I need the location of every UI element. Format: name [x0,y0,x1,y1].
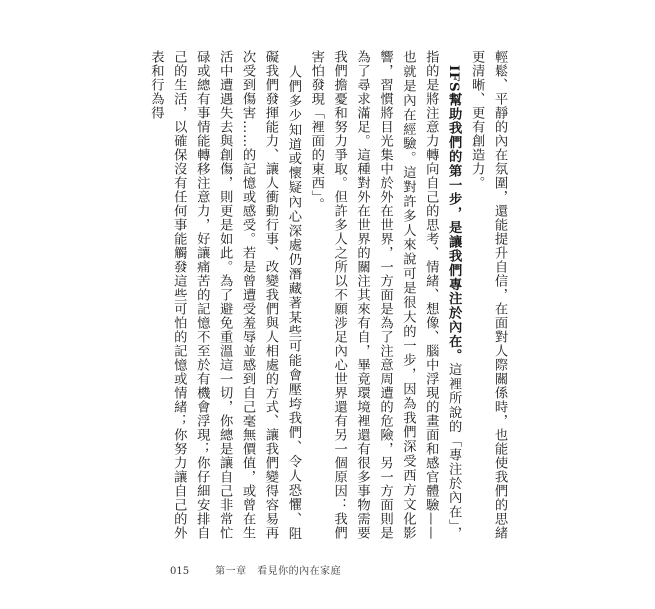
body-text [148,50,510,540]
page-footer [170,562,341,577]
paragraph-2 [304,50,464,540]
page-number: 015 [170,566,190,577]
paragraph-1: 輕鬆、平靜的內在氛圍，還能提升自信，在面對人際關係時，也能使我們的思緒更清晰、更有創造力。 [469,50,507,540]
paragraph-2-text: 這裡所說的「專注於內在」，指的是將注意力轉向自己的思考、情緒、想像、腦中浮現的畫面和感官體驗——也就是內在經驗。這對許多人來說可是很大的一步，因為我們深受西方文化影響，習慣將目光集中於外在世界，一方面是為了注意周遭的危險，另一方面則是為了尋求滿足。這種對外在世界的關注其來有自，畢竟環境裡還有很多事物需要我們擔憂和努力爭取。但許多人之所以不願涉足內心世界還有另一個原因：我們害怕發現「裡面的東西」。 [308,50,462,540]
paragraph-3: 人們多少知道或懷疑內心深處仍潛藏著某些可能會壓垮我們、令人恐懼、阻礙我們發揮能力、讓人衝動行事、改變我們與人相處的方式、讓我們變得容易再次受到傷害……的記憶或感受。若是曾遭受羞辱並感到自己毫無價值，或曾在生活中遭遇失去與創傷，則更是如此。為了避免重溫這一切，你總是讓自己非常忙碌或總有事情能轉移注意力，好讓痛苦的記憶不至於有機會浮現；你仔細安排自己的生活，以確保沒有任何事能觸發這些可怕的記憶或情緒；你努力讓自己的外表和行為得 [148,50,301,540]
emphasized-sentence: IFS幫助我們的第一步，是讓我們專注於內在。 [446,64,462,363]
chapter-title: 第一章 看見你的內在家庭 [215,566,342,577]
